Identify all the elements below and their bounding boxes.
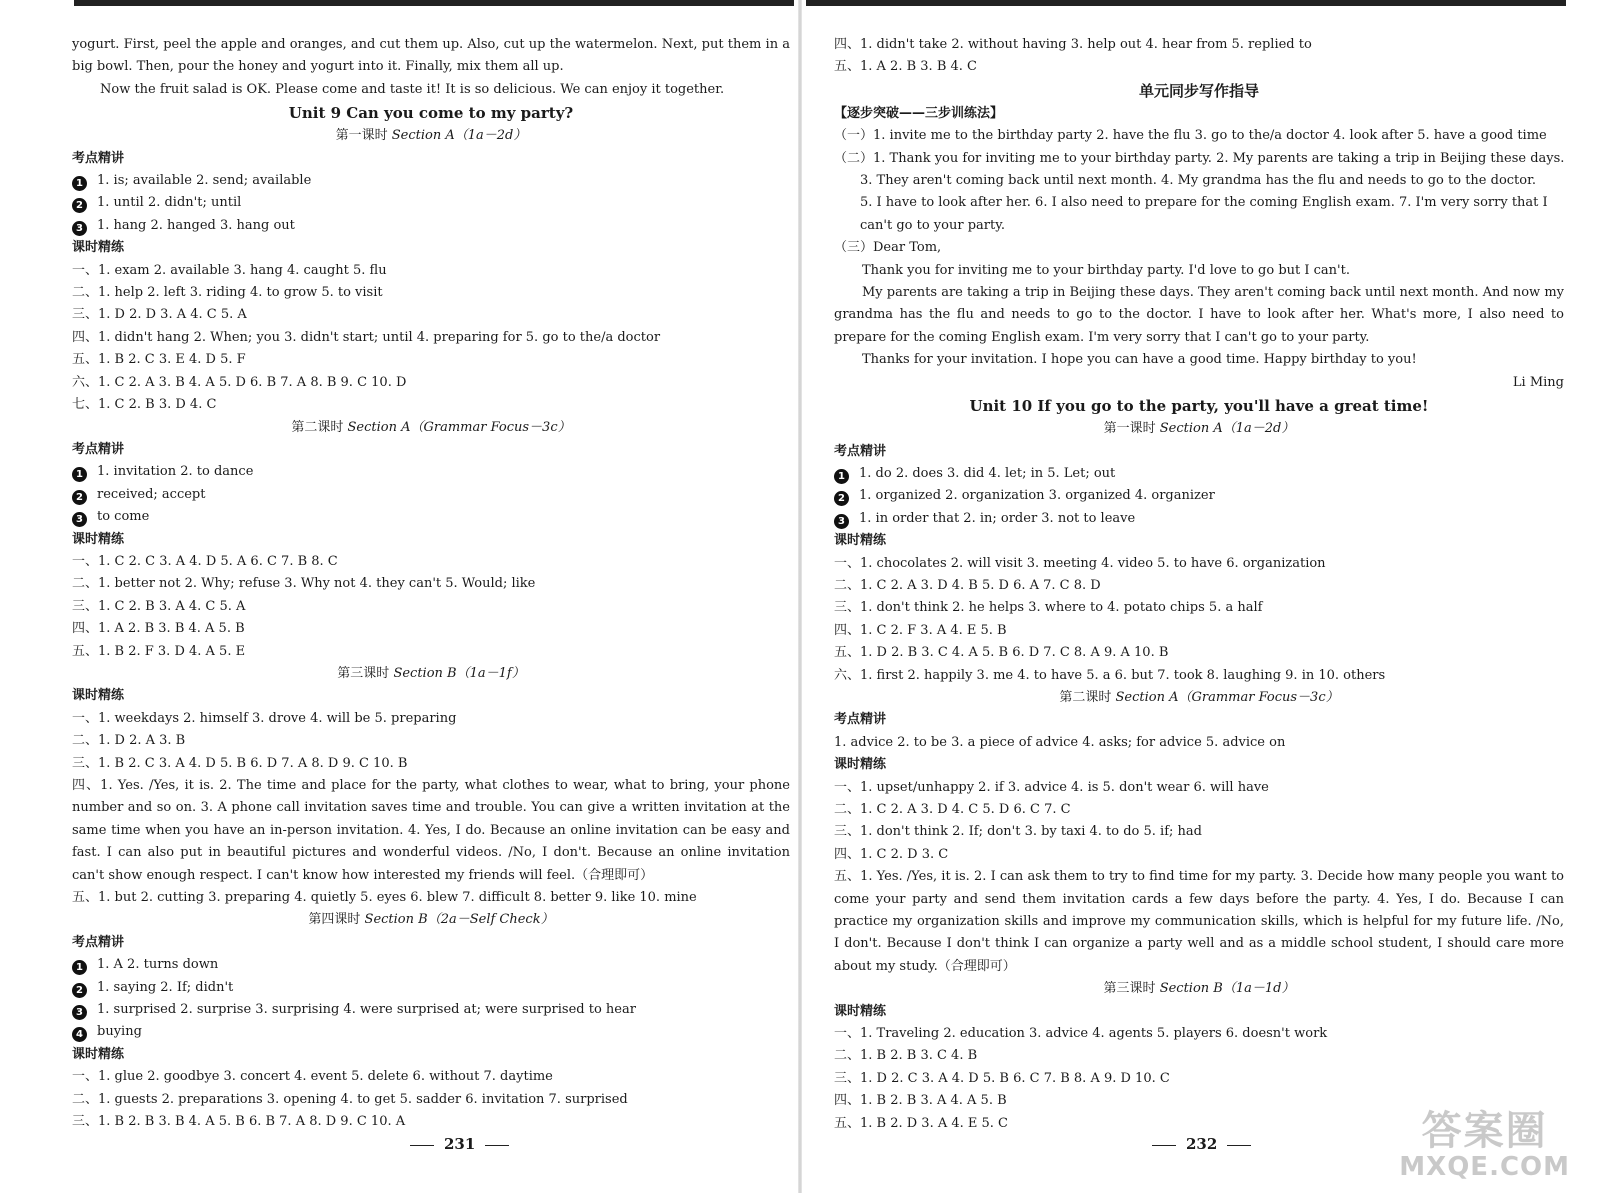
answer-text: buying xyxy=(97,1024,142,1040)
answer-line: （三）Dear Tom, xyxy=(834,240,942,256)
answer-line: 五、1. but 2. cutting 3. preparing 4. quietly 5. eyes 6. blew 7. difficult 8. better 9. like 10. mine xyxy=(72,890,697,906)
section-label: Section A（Grammar Focus－3c） xyxy=(1115,689,1339,705)
answer-paragraph: 四、1. Yes. /Yes, it is. 2. The time and place for the party, what clothes to wear, what to bring, your phone number and so on. 3. A phone call invitation saves time and trouble. You can give a written invitation at the same time when you have an in-person invitation. 4. Yes, I do. Because an online invitation can be easy and fast. I can also put in beautiful pictures and wonderful videos. /No, I don't. Because an online invitation can't show enough respect. I can't know how interested my friends will feel.（合理即可） xyxy=(72,778,790,883)
subheading: 考点精讲 xyxy=(834,712,887,728)
numbered-point xyxy=(72,215,790,237)
page-number-232: 232 xyxy=(1186,1135,1218,1153)
answer-line: 二、1. help 2. left 3. riding 4. to grow 5. to visit xyxy=(72,285,383,301)
answer-line: 3. They aren't coming back until next month. 4. My grandma has the flu and needs to go to the doctor. xyxy=(860,173,1537,189)
answer-text: 1. hang 2. hanged 3. hang out xyxy=(97,217,295,233)
answer-line: 五、1. B 2. C 3. E 4. D 5. F xyxy=(72,352,246,368)
lesson-heading xyxy=(834,687,1564,709)
lesson-label: 第三课时 xyxy=(337,665,390,681)
answer-line: 五、1. B 2. F 3. D 4. A 5. E xyxy=(72,643,246,659)
subheading: 考点精讲 xyxy=(72,441,125,457)
numbered-point xyxy=(72,461,790,483)
subheading: 考点精讲 xyxy=(72,150,125,166)
lesson-label: 第三课时 xyxy=(1103,981,1156,997)
number-circle-icon: 1 xyxy=(72,467,87,482)
subheading: 课时精练 xyxy=(72,531,125,547)
answer-line: 三、1. don't think 2. he helps 3. where to 4. potato chips 5. a half xyxy=(834,600,1263,616)
answer-line: 四、1. didn't hang 2. When; you 3. didn't start; until 4. preparing for 5. go to the/a doctor xyxy=(72,329,661,345)
subheading: 课时精练 xyxy=(72,688,125,704)
answer-line: 五、1. B 2. D 3. A 4. E 5. C xyxy=(834,1115,1009,1131)
numbered-point xyxy=(72,192,790,214)
answer-text: 1. organized 2. organization 3. organized 4. organizer xyxy=(859,488,1215,504)
answer-line: 七、1. C 2. B 3. D 4. C xyxy=(72,397,217,413)
unit-title: Unit 9 Can you come to my party? xyxy=(288,104,574,123)
text-paragraph: Now the fruit salad is OK. Please come and taste it! It is so delicious. We can enjoy it together. xyxy=(100,81,725,97)
section-label: Section A（1a－2d） xyxy=(1159,421,1295,437)
numbered-point xyxy=(72,977,790,999)
answer-text: received; accept xyxy=(97,486,206,502)
answer-line: 二、1. guests 2. preparations 3. opening 4. to get 5. sadder 6. invitation 7. surprised xyxy=(72,1091,628,1107)
answer-line: 一、1. glue 2. goodbye 3. concert 4. event 5. delete 6. without 7. daytime xyxy=(72,1069,553,1085)
answer-line: 四、1. C 2. F 3. A 4. E 5. B xyxy=(834,622,1007,638)
answer-line: 一、1. weekdays 2. himself 3. drove 4. will be 5. preparing xyxy=(72,710,457,726)
answer-line: 四、1. C 2. D 3. C xyxy=(834,846,949,862)
numbered-point xyxy=(72,999,790,1021)
answer-line: 三、1. D 2. D 3. A 4. C 5. A xyxy=(72,307,247,323)
number-circle-icon: 2 xyxy=(72,198,87,213)
number-circle-icon: 3 xyxy=(72,221,87,236)
watermark-url: MXQE.COM xyxy=(1399,1152,1570,1182)
numbered-point xyxy=(834,508,1564,530)
number-circle-icon: 4 xyxy=(72,1027,87,1042)
answer-line: 5. I have to look after her. 6. I also need to prepare for the coming English exam. 7. I'm very sorry that I xyxy=(860,195,1548,211)
subheading: 课时精练 xyxy=(72,1046,125,1062)
subheading: 课时精练 xyxy=(834,533,887,549)
subheading: 课时精练 xyxy=(834,1003,887,1019)
section-label: Section B（2a－Self Check） xyxy=(364,912,554,928)
answer-text: 1. invitation 2. to dance xyxy=(97,464,254,480)
answer-paragraph: 五、1. Yes. /Yes, it is. 2. I can ask them to try to find time for my party. 3. Decide how many people you want to come your party and send them invitation cards a few days before the party. 4. Yes, I do. Because I can practice my organization skills and improve my communication skills, which is helpful for my future life. /No, I don't. Because I don't think I can organize a party well and as a middle school student, I should care more about my study.（合理即可） xyxy=(834,869,1564,974)
lesson-heading xyxy=(72,663,790,685)
lesson-heading xyxy=(72,417,790,439)
number-circle-icon: 2 xyxy=(72,490,87,505)
answer-text: to come xyxy=(97,509,150,525)
page-number-right xyxy=(1142,1135,1261,1153)
section-label: Section A（Grammar Focus－3c） xyxy=(347,419,571,435)
number-circle-icon: 2 xyxy=(834,491,849,506)
lesson-heading xyxy=(72,909,790,931)
answer-text: 1. until 2. didn't; until xyxy=(97,195,242,211)
numbered-point xyxy=(72,1021,790,1043)
answer-line: 1. advice 2. to be 3. a piece of advice 4. asks; for advice 5. advice on xyxy=(834,734,1286,750)
section-label: Section A（1a－2d） xyxy=(391,128,527,144)
answer-text: 1. surprised 2. surprise 3. surprising 4. were surprised at; were surprised to hear xyxy=(97,1002,636,1018)
answer-line: 二、1. C 2. A 3. D 4. C 5. D 6. C 7. C xyxy=(834,802,1071,817)
answer-line: 一、1. Traveling 2. education 3. advice 4. agents 5. players 6. doesn't work xyxy=(834,1026,1328,1042)
unit-title: 单元同步写作指导 xyxy=(1138,81,1259,100)
lesson-label: 第四课时 xyxy=(308,912,361,928)
answer-line: 六、1. first 2. happily 3. me 4. to have 5. a 6. but 7. took 8. laughing 9. in 10. others xyxy=(834,667,1386,683)
page-number-left xyxy=(400,1135,519,1153)
watermark-logo-text: 答案圈 xyxy=(1421,1108,1548,1154)
numbered-point xyxy=(834,485,1564,507)
answer-line: 二、1. D 2. A 3. B xyxy=(72,733,186,749)
number-circle-icon: 1 xyxy=(834,469,849,484)
answer-line: can't go to your party. xyxy=(860,217,1005,233)
answer-line: 三、1. B 2. B 3. B 4. A 5. B 6. B 7. A 8. D 9. C 10. A xyxy=(72,1114,406,1130)
number-circle-icon: 1 xyxy=(72,176,87,191)
answer-line: 五、1. A 2. B 3. B 4. C xyxy=(834,59,977,75)
answer-paragraph: yogurt. First, peel the apple and oranges, and cut them up. Also, cut up the watermelon. Next, put them in a big bowl. Then, pour the honey and yogurt into it. Finally, mix them all up. xyxy=(72,37,790,75)
subheading: 课时精练 xyxy=(72,240,125,256)
subheading: 课时精练 xyxy=(834,757,887,773)
lesson-heading xyxy=(834,418,1564,440)
page-number-231: 231 xyxy=(444,1135,476,1153)
answer-text: 1. do 2. does 3. did 4. let; in 5. Let; out xyxy=(859,465,1116,481)
lesson-label: 第二课时 xyxy=(1059,689,1112,705)
answer-line: 二、1. better not 2. Why; refuse 3. Why not 4. they can't 5. Would; like xyxy=(72,576,536,592)
answer-text: 1. is; available 2. send; available xyxy=(97,173,312,189)
subheading: 考点精讲 xyxy=(834,443,887,459)
numbered-point xyxy=(834,463,1564,485)
numbered-point xyxy=(72,484,790,506)
lesson-label: 第一课时 xyxy=(1103,421,1156,437)
answer-line: （一）1. invite me to the birthday party 2. have the flu 3. go to the/a doctor 4. look after 5. have a good time xyxy=(834,128,1547,144)
numbered-point xyxy=(72,954,790,976)
subheading: 考点精讲 xyxy=(72,934,125,950)
number-circle-icon: 3 xyxy=(72,1005,87,1020)
answer-line: 四、1. B 2. B 3. A 4. A 5. B xyxy=(834,1093,1007,1109)
section-label: Section B（1a－1d） xyxy=(1159,981,1295,997)
answer-line: 一、1. C 2. C 3. A 4. D 5. A 6. C 7. B 8. C xyxy=(72,553,338,569)
numbered-point xyxy=(72,170,790,192)
lesson-heading xyxy=(834,978,1564,1000)
unit-title: Unit 10 If you go to the party, you'll have a great time! xyxy=(969,397,1429,416)
answer-line: 三、1. don't think 2. If; don't 3. by taxi 4. to do 5. if; had xyxy=(834,824,1202,840)
number-circle-icon: 3 xyxy=(834,514,849,529)
answer-line: 四、1. didn't take 2. without having 3. help out 4. hear from 5. replied to xyxy=(834,37,1312,52)
answer-text: 1. saying 2. If; didn't xyxy=(97,979,234,995)
subheading: 【逐步突破——三步训练法】 xyxy=(834,105,1004,121)
numbered-point xyxy=(72,506,790,528)
answer-line: 五、1. D 2. B 3. C 4. A 5. B 6. D 7. C 8. A 9. A 10. B xyxy=(834,645,1169,661)
lesson-label: 第一课时 xyxy=(335,128,388,144)
letter-line: Thanks for your invitation. I hope you can have a good time. Happy birthday to you! xyxy=(862,352,1417,368)
answer-text: 1. in order that 2. in; order 3. not to leave xyxy=(859,510,1136,526)
answer-line: 三、1. B 2. C 3. A 4. D 5. B 6. D 7. A 8. D 9. C 10. B xyxy=(72,755,408,771)
answer-line: 一、1. upset/unhappy 2. if 3. advice 4. is 5. don't wear 6. will have xyxy=(834,779,1269,795)
answer-line: （二）1. Thank you for inviting me to your birthday party. 2. My parents are taking a trip in Beijing these days. xyxy=(834,150,1565,166)
answer-line: 三、1. C 2. B 3. A 4. C 5. A xyxy=(72,598,246,614)
letter-paragraph: My parents are taking a trip in Beijing these days. They aren't coming back until next month. And now my grandma has the flu and needs to go to the doctor. I have to look after her. What's more, I also need to prepare for the coming English exam. I'm very sorry that I can't go to your party. xyxy=(834,285,1564,345)
letter-signature: Li Ming xyxy=(1512,374,1564,390)
letter-line: Thank you for inviting me to your birthday party. I'd love to go but I can't. xyxy=(862,262,1350,278)
lesson-label: 第二课时 xyxy=(291,419,344,435)
answer-line: 四、1. A 2. B 3. B 4. A 5. B xyxy=(72,621,245,637)
answer-line: 二、1. C 2. A 3. D 4. B 5. D 6. A 7. C 8. D xyxy=(834,577,1101,593)
lesson-heading xyxy=(72,125,790,147)
number-circle-icon: 3 xyxy=(72,512,87,527)
right-page xyxy=(800,0,1600,1193)
number-circle-icon: 2 xyxy=(72,983,87,998)
answer-line: 一、1. chocolates 2. will visit 3. meeting 4. video 5. to have 6. organization xyxy=(834,555,1326,571)
section-label: Section B（1a－1f） xyxy=(393,665,525,681)
watermark xyxy=(1399,1109,1570,1181)
answer-line: 二、1. B 2. B 3. C 4. B xyxy=(834,1048,978,1064)
answer-line: 六、1. C 2. A 3. B 4. A 5. D 6. B 7. A 8. B 9. C 10. D xyxy=(72,374,407,390)
answer-text: 1. A 2. turns down xyxy=(97,957,219,973)
answer-line: 一、1. exam 2. available 3. hang 4. caught 5. flu xyxy=(72,262,387,278)
number-circle-icon: 1 xyxy=(72,960,87,975)
answer-line: 三、1. D 2. C 3. A 4. D 5. B 6. C 7. B 8. A 9. D 10. C xyxy=(834,1070,1170,1086)
